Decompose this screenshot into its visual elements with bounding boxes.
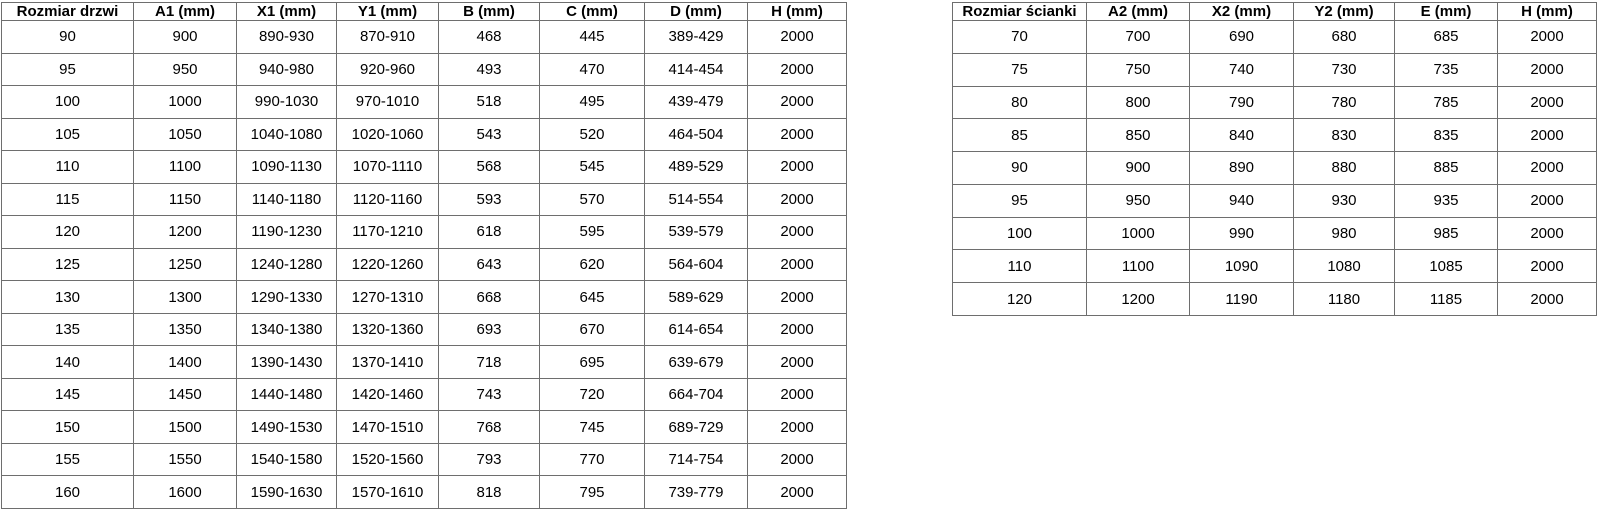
table-cell: 768 [439,411,540,444]
table-cell: 900 [134,21,237,54]
table-row [953,152,1597,185]
door-table-header [2,3,847,21]
table-cell: 570 [540,183,645,216]
table-cell: 643 [439,248,540,281]
table-cell: 115 [2,183,134,216]
table-cell: 1140-1180 [237,183,337,216]
table-cell: 2000 [1498,21,1597,54]
table-cell: 493 [439,53,540,86]
table-row [2,378,847,411]
table-cell: 1190 [1190,283,1294,316]
table-cell: 2000 [748,411,847,444]
table-row [953,184,1597,217]
table-cell: 593 [439,183,540,216]
table-cell: 120 [953,283,1087,316]
table-cell: 1290-1330 [237,281,337,314]
table-cell: 2000 [748,86,847,119]
table-cell: 2000 [748,183,847,216]
table-cell: 1300 [134,281,237,314]
table-row [953,119,1597,152]
column-header: Y1 (mm) [337,3,439,21]
table-cell: 110 [953,250,1087,283]
table-cell: 95 [953,184,1087,217]
table-cell: 618 [439,216,540,249]
table-cell: 2000 [748,216,847,249]
table-cell: 2000 [1498,250,1597,283]
column-header: Rozmiar drzwi [2,3,134,21]
table-cell: 90 [2,21,134,54]
table-cell: 464-504 [645,118,748,151]
table-header-row [2,3,847,21]
table-cell: 1170-1210 [337,216,439,249]
column-header: H (mm) [1498,3,1597,21]
table-cell: 685 [1395,21,1498,54]
table-cell: 2000 [748,443,847,476]
table-cell: 150 [2,411,134,444]
column-header: X1 (mm) [237,3,337,21]
table-cell: 770 [540,443,645,476]
table-cell: 589-629 [645,281,748,314]
table-cell: 120 [2,216,134,249]
wall-table-body [953,21,1597,316]
table-cell: 568 [439,151,540,184]
table-cell: 920-960 [337,53,439,86]
table-cell: 595 [540,216,645,249]
table-cell: 850 [1087,119,1190,152]
table-cell: 80 [953,86,1087,119]
table-cell: 1080 [1294,250,1395,283]
table-row [2,53,847,86]
table-cell: 543 [439,118,540,151]
table-cell: 1240-1280 [237,248,337,281]
table-cell: 564-604 [645,248,748,281]
table-cell: 1220-1260 [337,248,439,281]
table-cell: 700 [1087,21,1190,54]
table-row [2,346,847,379]
table-row [2,476,847,509]
table-row [953,86,1597,119]
column-header: C (mm) [540,3,645,21]
table-cell: 620 [540,248,645,281]
table-cell: 720 [540,378,645,411]
table-row [2,183,847,216]
column-header: Y2 (mm) [1294,3,1395,21]
table-row [2,248,847,281]
table-cell: 714-754 [645,443,748,476]
table-cell: 880 [1294,152,1395,185]
table-cell: 95 [2,53,134,86]
table-cell: 2000 [748,476,847,509]
table-cell: 2000 [1498,184,1597,217]
table-cell: 670 [540,313,645,346]
table-cell: 2000 [1498,86,1597,119]
table-cell: 1180 [1294,283,1395,316]
table-cell: 1090-1130 [237,151,337,184]
table-cell: 468 [439,21,540,54]
wall-size-table [952,2,1597,316]
table-cell: 950 [134,53,237,86]
table-cell: 439-479 [645,86,748,119]
table-cell: 985 [1395,217,1498,250]
column-header: A2 (mm) [1087,3,1190,21]
table-cell: 1150 [134,183,237,216]
table-cell: 1450 [134,378,237,411]
table-cell: 668 [439,281,540,314]
table-cell: 1390-1430 [237,346,337,379]
table-cell: 785 [1395,86,1498,119]
table-row [2,443,847,476]
table-cell: 75 [953,53,1087,86]
table-cell: 1040-1080 [237,118,337,151]
table-cell: 2000 [1498,217,1597,250]
table-cell: 2000 [748,378,847,411]
table-row [2,21,847,54]
table-row [953,21,1597,54]
table-cell: 793 [439,443,540,476]
table-cell: 130 [2,281,134,314]
table-cell: 1590-1630 [237,476,337,509]
table-cell: 100 [2,86,134,119]
table-cell: 818 [439,476,540,509]
table-cell: 718 [439,346,540,379]
table-cell: 1190-1230 [237,216,337,249]
table-cell: 639-679 [645,346,748,379]
table-cell: 155 [2,443,134,476]
table-cell: 520 [540,118,645,151]
table-row [953,53,1597,86]
table-cell: 70 [953,21,1087,54]
table-row [2,313,847,346]
table-cell: 664-704 [645,378,748,411]
table-cell: 514-554 [645,183,748,216]
table-cell: 1200 [134,216,237,249]
table-cell: 2000 [748,281,847,314]
table-cell: 1440-1480 [237,378,337,411]
table-cell: 1000 [134,86,237,119]
table-cell: 1570-1610 [337,476,439,509]
table-cell: 90 [953,152,1087,185]
table-cell: 735 [1395,53,1498,86]
table-cell: 495 [540,86,645,119]
table-cell: 2000 [748,346,847,379]
table-cell: 1520-1560 [337,443,439,476]
table-cell: 2000 [748,313,847,346]
table-cell: 2000 [748,53,847,86]
table-cell: 1320-1360 [337,313,439,346]
table-cell: 140 [2,346,134,379]
table-cell: 1420-1460 [337,378,439,411]
table-cell: 890 [1190,152,1294,185]
table-cell: 1200 [1087,283,1190,316]
table-cell: 870-910 [337,21,439,54]
table-cell: 1000 [1087,217,1190,250]
table-cell: 445 [540,21,645,54]
table-row [953,283,1597,316]
table-cell: 614-654 [645,313,748,346]
door-size-table [1,2,847,509]
table-cell: 1090 [1190,250,1294,283]
door-table-body [2,21,847,509]
table-row [2,86,847,119]
table-cell: 970-1010 [337,86,439,119]
table-cell: 2000 [1498,119,1597,152]
table-cell: 680 [1294,21,1395,54]
table-cell: 1050 [134,118,237,151]
table-cell: 414-454 [645,53,748,86]
table-row [953,250,1597,283]
column-header: D (mm) [645,3,748,21]
table-cell: 750 [1087,53,1190,86]
column-header: B (mm) [439,3,540,21]
table-cell: 940 [1190,184,1294,217]
table-cell: 1085 [1395,250,1498,283]
table-cell: 1340-1380 [237,313,337,346]
table-cell: 1020-1060 [337,118,439,151]
table-cell: 2000 [748,21,847,54]
table-cell: 85 [953,119,1087,152]
table-cell: 1270-1310 [337,281,439,314]
table-cell: 693 [439,313,540,346]
table-cell: 695 [540,346,645,379]
table-cell: 935 [1395,184,1498,217]
table-cell: 1070-1110 [337,151,439,184]
table-cell: 1100 [134,151,237,184]
column-header: H (mm) [748,3,847,21]
table-cell: 930 [1294,184,1395,217]
table-cell: 940-980 [237,53,337,86]
table-cell: 2000 [748,248,847,281]
table-cell: 1400 [134,346,237,379]
table-cell: 1490-1530 [237,411,337,444]
column-header: E (mm) [1395,3,1498,21]
wall-table-header [953,3,1597,21]
table-row [2,281,847,314]
table-cell: 1185 [1395,283,1498,316]
table-cell: 745 [540,411,645,444]
table-cell: 743 [439,378,540,411]
table-cell: 645 [540,281,645,314]
column-header: A1 (mm) [134,3,237,21]
table-cell: 2000 [748,151,847,184]
table-cell: 539-579 [645,216,748,249]
table-cell: 160 [2,476,134,509]
table-cell: 470 [540,53,645,86]
table-cell: 518 [439,86,540,119]
table-cell: 1250 [134,248,237,281]
table-cell: 2000 [1498,152,1597,185]
table-cell: 1500 [134,411,237,444]
table-cell: 1600 [134,476,237,509]
table-cell: 950 [1087,184,1190,217]
table-cell: 2000 [1498,53,1597,86]
table-cell: 885 [1395,152,1498,185]
table-cell: 1350 [134,313,237,346]
table-cell: 990 [1190,217,1294,250]
table-cell: 780 [1294,86,1395,119]
table-cell: 739-779 [645,476,748,509]
table-cell: 1550 [134,443,237,476]
table-cell: 800 [1087,86,1190,119]
table-cell: 830 [1294,119,1395,152]
table-cell: 730 [1294,53,1395,86]
column-header: Rozmiar ścianki [953,3,1087,21]
table-header-row [953,3,1597,21]
table-cell: 2000 [1498,283,1597,316]
table-cell: 689-729 [645,411,748,444]
column-header: X2 (mm) [1190,3,1294,21]
table-cell: 1540-1580 [237,443,337,476]
table-cell: 1120-1160 [337,183,439,216]
table-row [2,151,847,184]
table-cell: 125 [2,248,134,281]
table-cell: 900 [1087,152,1190,185]
table-cell: 790 [1190,86,1294,119]
table-cell: 740 [1190,53,1294,86]
table-cell: 835 [1395,119,1498,152]
table-cell: 890-930 [237,21,337,54]
table-row [2,411,847,444]
table-cell: 990-1030 [237,86,337,119]
table-cell: 1470-1510 [337,411,439,444]
table-cell: 489-529 [645,151,748,184]
table-row [953,217,1597,250]
table-cell: 145 [2,378,134,411]
table-cell: 545 [540,151,645,184]
table-cell: 840 [1190,119,1294,152]
table-cell: 980 [1294,217,1395,250]
table-cell: 105 [2,118,134,151]
table-cell: 389-429 [645,21,748,54]
table-row [2,118,847,151]
table-cell: 1100 [1087,250,1190,283]
table-cell: 110 [2,151,134,184]
table-cell: 795 [540,476,645,509]
table-cell: 135 [2,313,134,346]
table-cell: 2000 [748,118,847,151]
table-cell: 100 [953,217,1087,250]
table-row [2,216,847,249]
table-cell: 1370-1410 [337,346,439,379]
table-cell: 690 [1190,21,1294,54]
